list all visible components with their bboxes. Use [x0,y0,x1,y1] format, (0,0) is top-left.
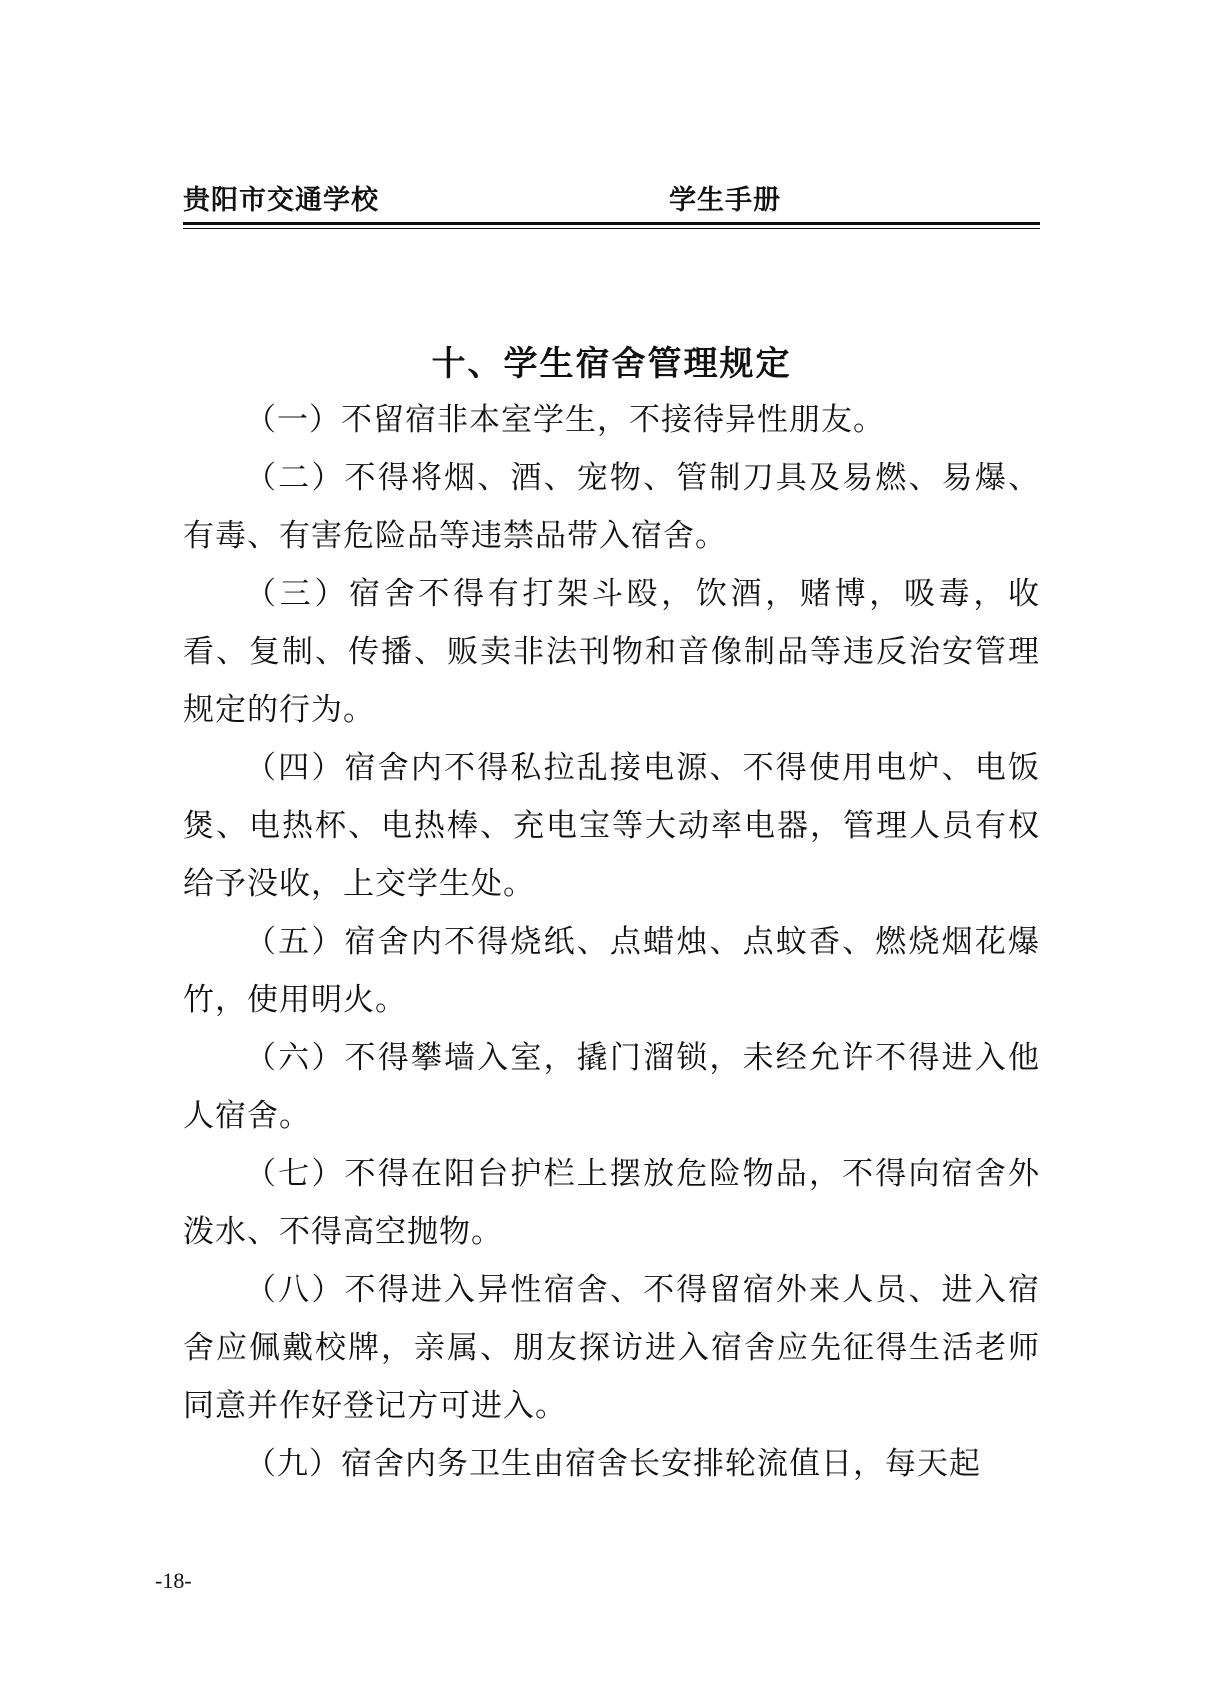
header-school-name: 贵阳市交通学校 [183,185,379,216]
regulation-item-7: （七）不得在阳台护栏上摆放危险物品，不得向宿舍外泼水、不得高空抛物。 [183,1156,1040,1250]
regulation-item-5: （五）宿舍内不得烧纸、点蜡烛、点蚊香、燃烧烟花爆竹，使用明火。 [183,924,1040,1018]
header-rule-thick [183,222,1040,225]
section-title: 十、学生宿舍管理规定 [431,344,792,384]
regulation-item-4: （四）宿舍内不得私拉乱接电源、不得使用电炉、电饭煲、电热杯、电热棒、充电宝等大动率电器，管理人员有权给予没收，上交学生处。 [183,750,1040,902]
regulation-body [183,391,1040,1493]
page-number: -18- [155,1568,192,1593]
regulation-item-3: （三）宿舍不得有打架斗殴，饮酒，赌博，吸毒，收看、复制、传播、贩卖非法刊物和音像制品等违反治安管理规定的行为。 [183,576,1040,728]
header-rule-thin [183,228,1040,229]
regulation-item-8: （八）不得进入异性宿舍、不得留宿外来人员、进入宿舍应佩戴校牌，亲属、朋友探访进入宿舍应先征得生活老师同意并作好登记方可进入。 [183,1272,1040,1424]
header-booklet-title: 学生手册 [669,185,781,216]
regulation-item-6: （六）不得攀墙入室，撬门溜锁，未经允许不得进入他人宿舍。 [183,1040,1040,1134]
running-header [183,178,1040,218]
regulation-item-2: （二）不得将烟、酒、宠物、管制刀具及易燃、易爆、有毒、有害危险品等违禁品带入宿舍。 [183,460,1040,554]
regulation-item-9: （九）宿舍内务卫生由宿舍长安排轮流值日，每天起 [245,1446,981,1482]
regulation-item-1: （一）不留宿非本室学生，不接待异性朋友。 [245,402,885,438]
